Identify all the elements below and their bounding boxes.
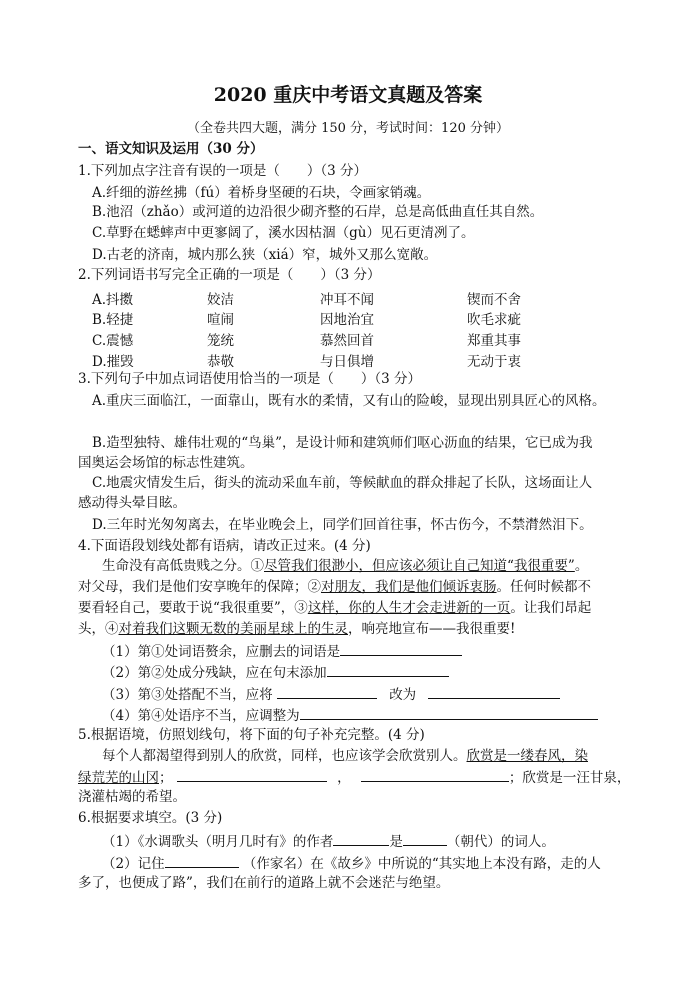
q1-option-d: D.古老的济南，城内那么狭（xiá）窄，城外又那么宽敞。	[92, 247, 438, 263]
q6-sub-1	[102, 831, 555, 851]
answer-blank[interactable]	[428, 684, 560, 699]
q3-option-b-line2: 国奥运会场馆的标志性建筑。	[78, 455, 254, 471]
q6-stem: 6.根据要求填空。(3 分)	[78, 810, 223, 826]
answer-blank[interactable]	[361, 767, 509, 782]
q4-sub-4-text: （4）第④处语序不当，应调整为	[102, 708, 300, 724]
q3-option-d: D.三年时光匆匆离去，在毕业晚会上，同学们回首往事，怀古伤今，不禁潸然泪下。	[92, 517, 593, 533]
q4-sub-3	[102, 684, 560, 704]
q5-text: 每个人都渴望得到别人的欣赏，同样，也应该学会欣赏别人。	[102, 748, 467, 764]
q4-sub-3-text: （3）第③处搭配不当，应将	[102, 687, 273, 703]
q6-sub-2-line2: 多了，也便成了路”，我们在前行的道路上就不会迷茫与绝望。	[78, 875, 450, 891]
q2-b-word-3: 因地治宜	[320, 312, 374, 328]
q2-b-word-4: 吹毛求疵	[467, 312, 521, 328]
q4-stem: 4.下面语段划线处都有语病，请改正过来。(4 分)	[78, 538, 371, 554]
q5-text: ，	[337, 770, 351, 786]
q4-text: 生命没有高低贵贱之分。①	[102, 558, 264, 574]
q6-text: （朝代）的词人。	[446, 834, 555, 850]
section-heading: 一、语文知识及运用（30 分）	[78, 141, 264, 157]
q1-option-c: C.草野在蟋蟀声中更寥阔了，溪水因枯涸（gù）见石更清冽了。	[92, 225, 475, 241]
q6-text: （作家名）在《故乡》中所说的“其实地上本没有路，走的人	[242, 856, 601, 872]
q5-line2	[78, 767, 630, 787]
q3-option-c-line2: 感动得头晕目眩。	[78, 495, 186, 511]
q2-c-word-1: C.震憾	[92, 333, 134, 349]
q4-sub-2	[102, 662, 449, 682]
q5-stem: 5.根据语境，仿照划线句，将下面的句子补充完整。(4 分)	[78, 727, 425, 743]
answer-blank[interactable]	[327, 662, 449, 677]
q2-a-word-2: 姣洁	[207, 292, 234, 308]
q5-text: ；	[159, 770, 173, 786]
q4-text: 头，④	[78, 621, 119, 637]
q2-d-word-2: 恭敬	[207, 354, 234, 370]
q2-c-word-4: 郑重其事	[467, 333, 521, 349]
answer-blank[interactable]	[300, 705, 598, 720]
q2-b-word-1: B.轻捷	[92, 312, 134, 328]
q4-underlined-sentence-3: 这样，你的人生才会走进新的一页	[307, 600, 511, 616]
q5-model-sentence: 绿荒芜的山冈	[78, 770, 159, 786]
q2-d-word-4: 无动于衷	[467, 354, 521, 370]
q4-passage-line4	[78, 620, 515, 638]
q4-text: 。让我们昂起	[510, 600, 592, 616]
q5-model-sentence: 欣赏是一缕春风，染	[466, 748, 588, 764]
q2-c-word-3: 慕然回首	[320, 333, 374, 349]
q4-text: 对父母，我们是他们安享晚年的保障；②	[78, 579, 321, 595]
answer-blank[interactable]	[165, 853, 239, 868]
q1-stem: 1.下列加点字注音有误的一项是（ ）（3 分）	[78, 163, 368, 179]
q4-text: 。	[574, 558, 589, 574]
q4-text: ，响亮地宣布——我很重要!	[348, 621, 516, 637]
q2-b-word-2: 喧闹	[207, 312, 234, 328]
q5-line3: 浇灌枯竭的希望。	[78, 789, 186, 805]
q6-text: （1）《水调歌头（明月几时有》的作者	[102, 834, 334, 850]
q1-option-a: A.纤细的游丝拂（fú）着桥身坚硬的石块，令画家销魂。	[92, 185, 431, 201]
answer-blank[interactable]	[333, 831, 389, 846]
q4-underlined-sentence-2: 对朋友，我们是他们倾诉衷肠	[321, 579, 497, 595]
q2-a-word-1: A.抖擞	[92, 292, 134, 308]
q6-text: 是	[389, 834, 403, 850]
q3-option-c-line1: C.地震灾情发生后，街头的流动采血车前，等候献血的群众排起了长队，这场面让人	[92, 475, 593, 491]
q5-line1	[102, 747, 588, 765]
q3-option-b-line1: B.造型独特、雄伟壮观的“鸟巢”，是设计师和建筑师们呕心沥血的结果，它已成为我	[92, 435, 593, 451]
q1-option-b: B.池沼（zhǎo）或河道的边沿很少砌齐整的石岸，总是高低曲直任其自然。	[92, 204, 544, 220]
exam-info: （全卷共四大题，满分 150 分，考试时间：120 分钟）	[186, 121, 510, 136]
q4-underlined-sentence-4: 对着我们这颗无数的美丽星球上的生灵	[118, 621, 348, 637]
q5-text: ；欣赏是一汪甘泉，	[508, 770, 631, 786]
q4-sub-2-text: （2）第②处成分残缺，应在句末添加	[102, 665, 327, 681]
q2-stem: 2.下列词语书写完全正确的一项是（ ）（3 分）	[78, 267, 381, 283]
q4-underlined-sentence-1: 尽管我们很渺小，但应该必须让自己知道“我很重要”	[264, 558, 575, 574]
q6-text: （2）记住	[102, 856, 165, 872]
q3-stem: 3.下列句子中加点词语使用恰当的一项是（ ）（3 分）	[78, 371, 422, 387]
q4-passage-line1	[102, 557, 588, 575]
answer-blank[interactable]	[177, 767, 327, 782]
answer-blank[interactable]	[403, 831, 447, 846]
q2-a-word-3: 冲耳不闻	[320, 292, 374, 308]
answer-blank[interactable]	[277, 684, 377, 699]
q4-passage-line2	[78, 578, 591, 596]
q2-d-word-1: D.摧毁	[92, 354, 134, 370]
q4-sub-1	[102, 641, 462, 661]
page-title: 2020 重庆中考语文真题及答案	[213, 84, 483, 106]
q2-a-word-4: 锲而不舍	[467, 292, 521, 308]
answer-blank[interactable]	[340, 641, 462, 656]
q6-sub-2	[102, 853, 601, 873]
q4-passage-line3	[78, 599, 591, 617]
q4-text: 要看轻自己，要敢于说“我很重要”，③	[78, 600, 308, 616]
q2-d-word-3: 与日俱增	[320, 354, 374, 370]
q4-sub-4	[102, 705, 598, 725]
q4-text: 。任何时候都不	[496, 579, 591, 595]
q3-option-a: A.重庆三面临江，一面靠山，既有水的柔情，又有山的险峻，显现出别具匠心的风格。	[92, 393, 606, 409]
q4-sub-1-text: （1）第①处词语赘余，应删去的词语是	[102, 644, 341, 660]
q4-sub-3-text: 改为	[389, 687, 417, 703]
q2-c-word-2: 笼统	[207, 333, 234, 349]
